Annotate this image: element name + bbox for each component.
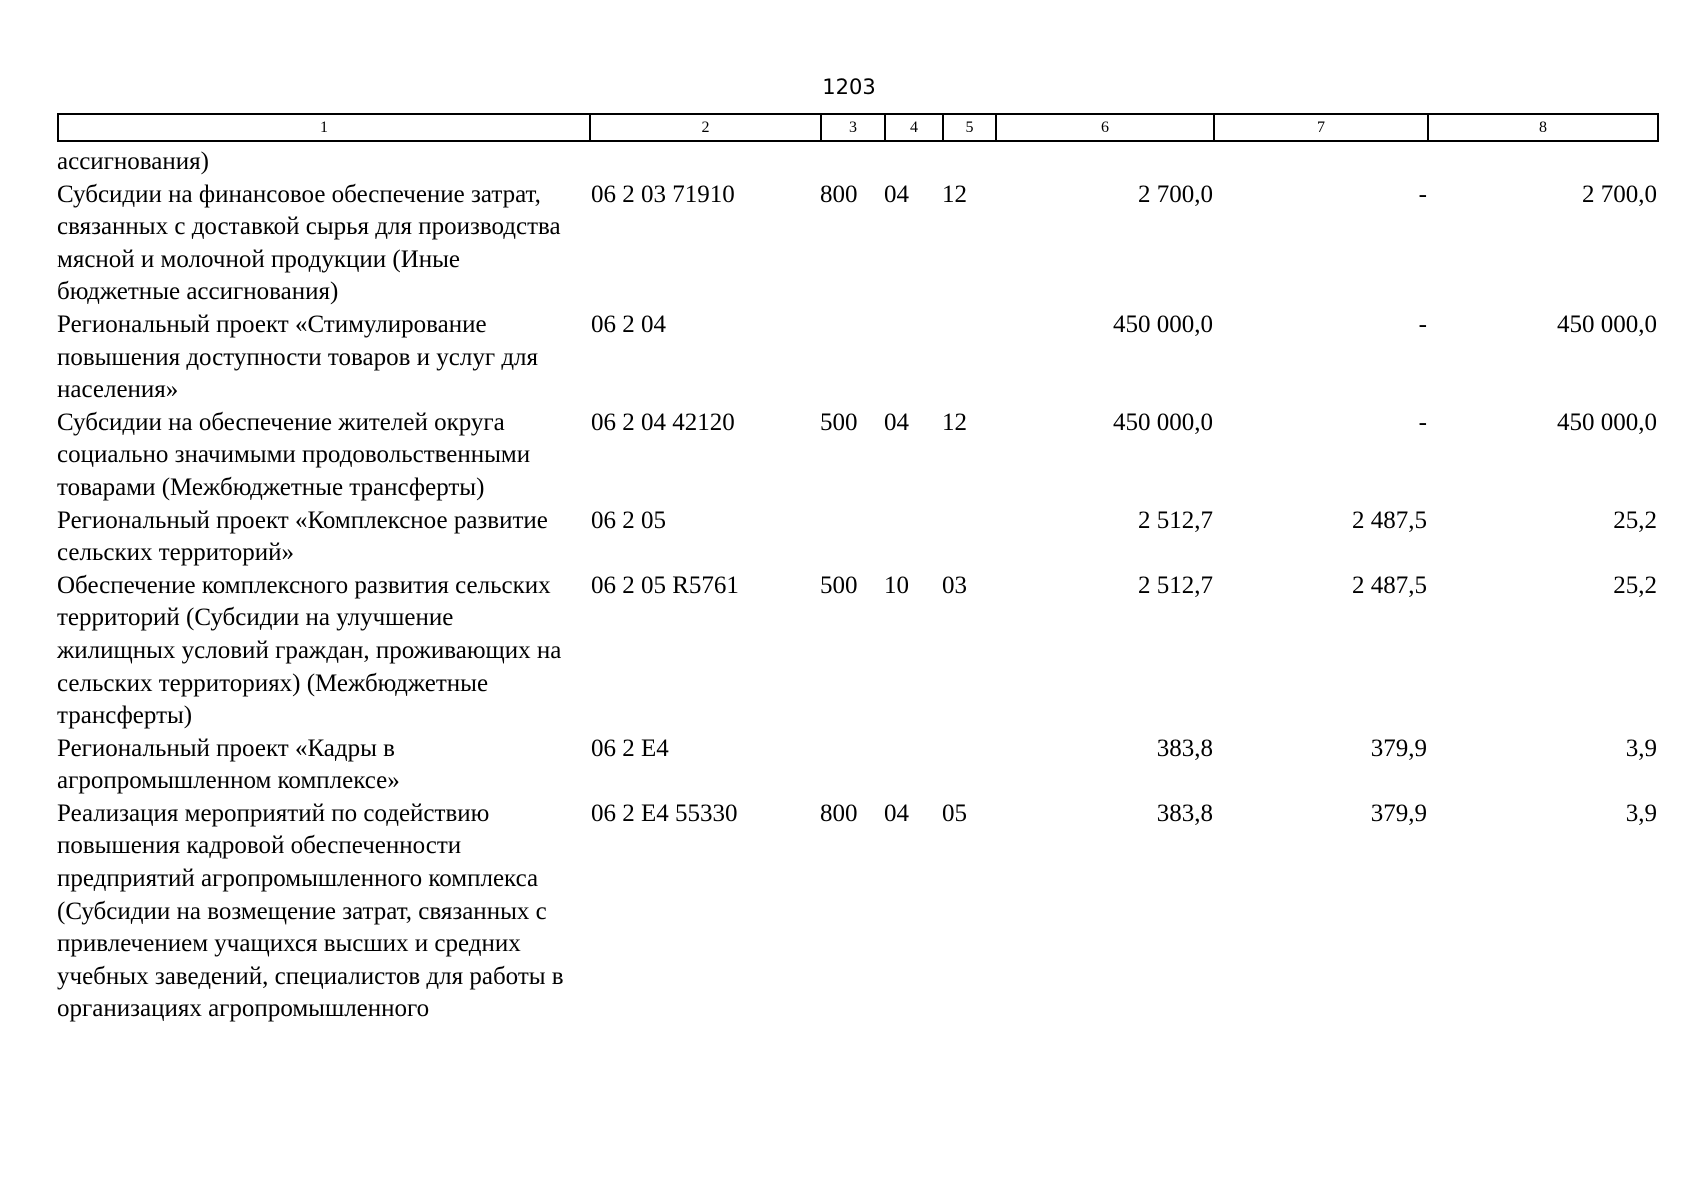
row-section: 04: [884, 180, 909, 208]
row-target-code: 06 2 04: [591, 310, 666, 338]
row-target-code: [589, 146, 820, 179]
row-amount-col7: -: [1418, 310, 1427, 338]
row-name: ассигнования): [57, 148, 209, 175]
row-name: Субсидии на финансовое обеспечение затрат, связанных с доставкой сырья для производства мясной и молочной продукции (Иные бюджетные ассигнования): [57, 180, 561, 306]
row-amount-col7: 379,9: [1370, 734, 1427, 762]
row-expense-type: [820, 733, 884, 798]
row-subsection: 03: [942, 571, 967, 599]
budget-table: [57, 146, 1657, 1026]
column-header-3: 3: [821, 114, 885, 141]
row-expense-type: [820, 309, 884, 407]
row-amount-total: 383,8: [1156, 799, 1213, 827]
column-header-7: 7: [1214, 114, 1428, 141]
row-amount-col7: 2 487,5: [1352, 571, 1427, 599]
table-row: [57, 733, 1657, 798]
column-header-table: [57, 113, 1659, 142]
row-amount-total: 2 512,7: [1138, 571, 1213, 599]
row-amount-col8: 450 000,0: [1557, 408, 1657, 436]
row-section: [884, 733, 942, 798]
row-subsection: 05: [942, 799, 967, 827]
row-target-code: 06 2 03 71910: [591, 180, 735, 208]
table-row: [57, 407, 1657, 505]
column-header-2: 2: [590, 114, 821, 141]
row-name: Субсидии на обеспечение жителей округа социально значимыми продовольственными товарами (Межбюджетные трансферты): [57, 408, 531, 501]
row-name: Обеспечение комплексного развития сельских территорий (Субсидии на улучшение жилищных условий граждан, проживающих на сельских территориях) (Межбюджетные трансферты): [57, 571, 562, 730]
row-expense-type: 800: [820, 799, 858, 827]
row-expense-type: [820, 505, 884, 570]
row-amount-total: 450 000,0: [1113, 408, 1213, 436]
table-row: [57, 798, 1657, 1026]
row-amount-col8: 2 700,0: [1582, 180, 1657, 208]
column-header-row: [58, 114, 1658, 141]
row-name: Региональный проект «Кадры в агропромышленном комплексе»: [57, 734, 400, 795]
row-section: 04: [884, 408, 909, 436]
row-amount-col7: 379,9: [1370, 799, 1427, 827]
page-number: 1203: [822, 75, 876, 99]
row-subsection: [942, 505, 995, 570]
row-amount-col8: 25,2: [1613, 571, 1657, 599]
row-amount-total: [995, 146, 1213, 179]
column-header-5: 5: [943, 114, 996, 141]
row-section: [884, 146, 942, 179]
row-expense-type: [820, 146, 884, 179]
row-section: [884, 505, 942, 570]
column-header-6: 6: [996, 114, 1214, 141]
table-row: [57, 179, 1657, 309]
row-subsection: [942, 733, 995, 798]
row-subsection: [942, 146, 995, 179]
row-name: Региональный проект «Комплексное развитие сельских территорий»: [57, 506, 548, 567]
row-amount-col8: 3,9: [1625, 734, 1657, 762]
row-target-code: 06 2 E4: [591, 734, 669, 762]
row-amount-col7: [1213, 146, 1427, 179]
column-header-4: 4: [885, 114, 943, 141]
row-name: Региональный проект «Стимулирование повышения доступности товаров и услуг для населения»: [57, 310, 539, 404]
row-amount-total: 450 000,0: [1113, 310, 1213, 338]
row-subsection: 12: [942, 408, 967, 436]
row-target-code: 06 2 05: [591, 506, 666, 534]
row-amount-total: 2 512,7: [1138, 506, 1213, 534]
row-subsection: [942, 309, 995, 407]
row-section: [884, 309, 942, 407]
row-amount-col8: [1427, 146, 1657, 179]
row-target-code: 06 2 05 R5761: [591, 571, 739, 599]
table-row: [57, 570, 1657, 733]
row-amount-col7: 2 487,5: [1352, 506, 1427, 534]
row-amount-total: 2 700,0: [1138, 180, 1213, 208]
table-row: [57, 505, 1657, 570]
row-expense-type: 500: [820, 571, 858, 599]
row-section: 10: [884, 571, 909, 599]
row-amount-total: 383,8: [1156, 734, 1213, 762]
row-amount-col8: 3,9: [1625, 799, 1657, 827]
row-subsection: 12: [942, 180, 967, 208]
row-target-code: 06 2 E4 55330: [591, 799, 738, 827]
table-row: [57, 309, 1657, 407]
row-expense-type: 800: [820, 180, 858, 208]
row-amount-col8: 450 000,0: [1557, 310, 1657, 338]
column-header-8: 8: [1428, 114, 1658, 141]
row-amount-col7: -: [1418, 408, 1427, 436]
table-row: [57, 146, 1657, 179]
row-target-code: 06 2 04 42120: [591, 408, 735, 436]
row-amount-col7: -: [1418, 180, 1427, 208]
column-header-1: 1: [58, 114, 590, 141]
row-name: Реализация мероприятий по содействию повышения кадровой обеспеченности предприятий агропромышленного комплекса (Субсидии на возмещение затрат, связанных с привлечением учащихся высших и средних учебных заведений, специалистов для работы в организациях агропромышленного: [57, 799, 564, 1023]
row-expense-type: 500: [820, 408, 858, 436]
row-section: 04: [884, 799, 909, 827]
row-amount-col8: 25,2: [1613, 506, 1657, 534]
